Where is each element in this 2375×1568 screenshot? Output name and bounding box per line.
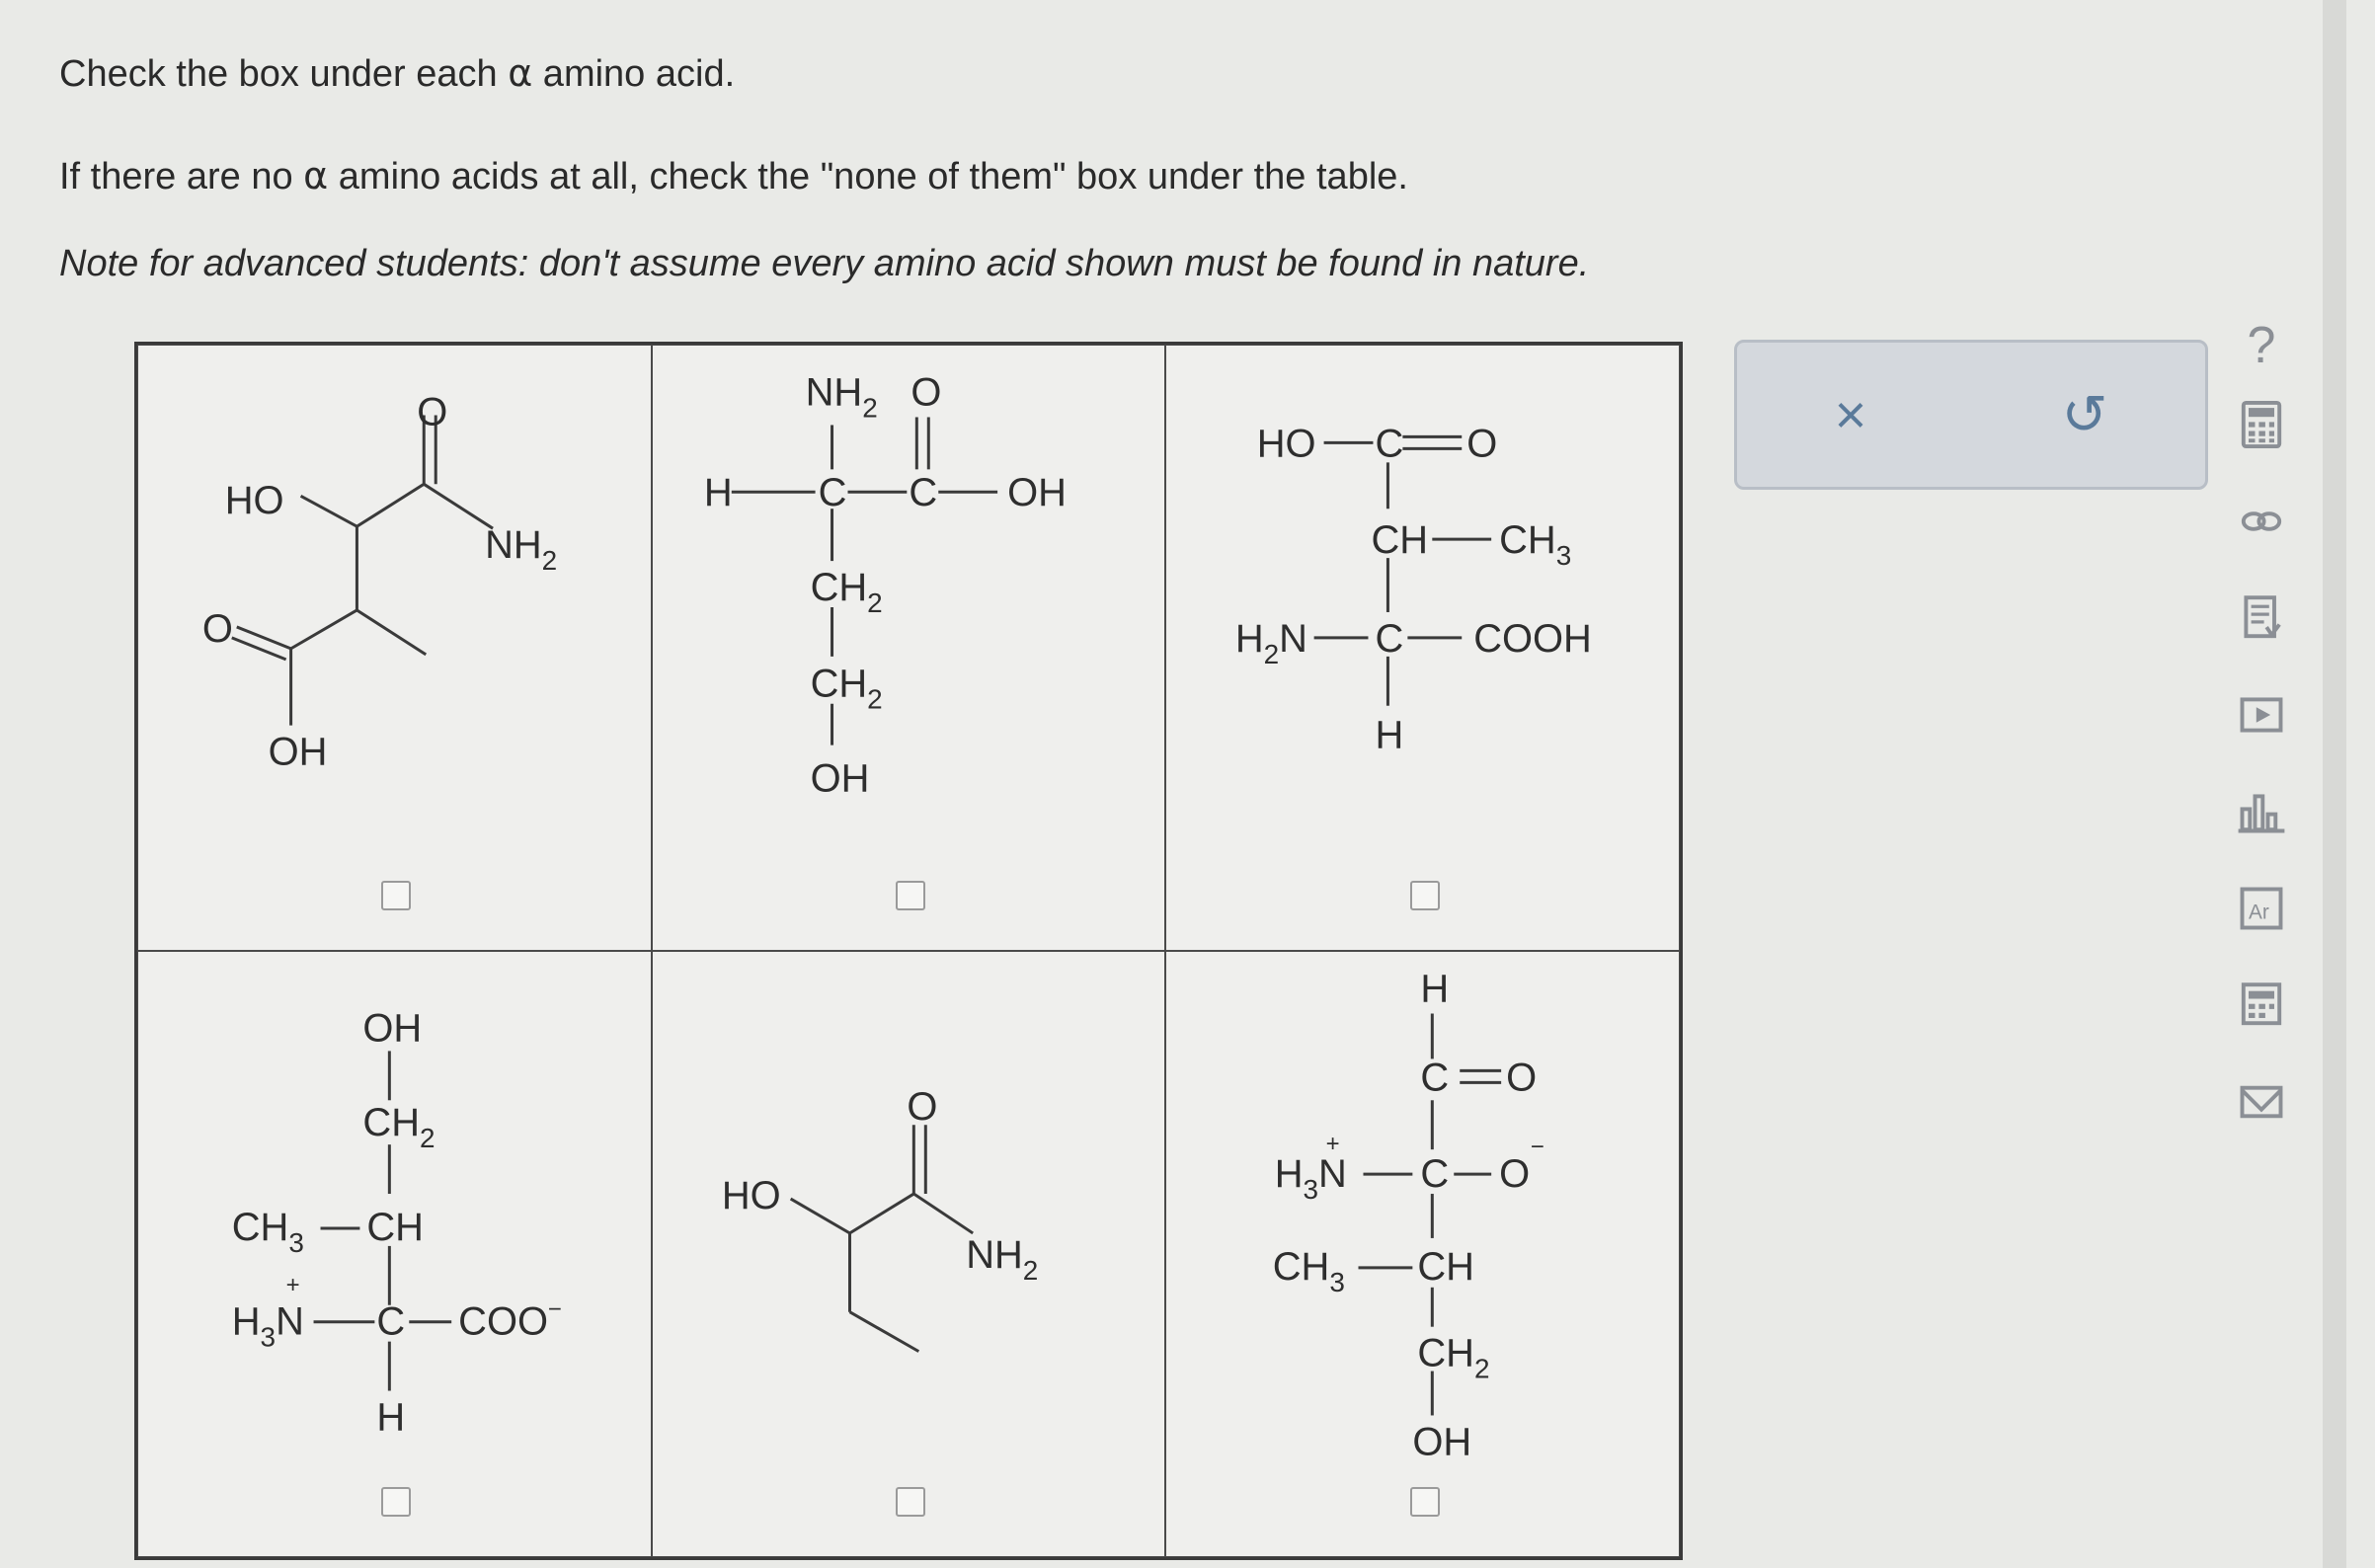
- subscript: 2: [541, 545, 558, 577]
- molecule-cell-1: [137, 345, 652, 951]
- atom-label: O: [1466, 422, 1498, 466]
- atom-label: C: [818, 471, 847, 515]
- bond: [291, 610, 357, 649]
- atom-label: [1499, 518, 1571, 571]
- atom-label: [1418, 1332, 1490, 1384]
- atom-label: [1275, 1152, 1347, 1205]
- atom-label: CH: [362, 1101, 421, 1145]
- atom-label: CH: [810, 662, 867, 706]
- periodic-label: Ar: [2249, 901, 2269, 924]
- video-icon[interactable]: [2234, 687, 2289, 743]
- subscript: 2: [420, 1123, 435, 1154]
- calculator-icon[interactable]: [2234, 397, 2289, 452]
- atom-label: H: [376, 1395, 406, 1440]
- atom-label: [966, 1233, 1038, 1286]
- help-button[interactable]: ?: [2247, 317, 2276, 374]
- instruction-1-before: Check the box under each: [59, 53, 509, 95]
- charge-label: −: [1531, 1134, 1545, 1161]
- molecule-2-structure: [653, 346, 1165, 859]
- atom-label: [232, 1206, 304, 1258]
- atom-label: COO: [458, 1299, 549, 1344]
- atom-label: HO: [721, 1174, 781, 1217]
- atom-label: CH: [1499, 518, 1557, 563]
- subscript: 2: [861, 392, 878, 424]
- atom-label: [1273, 1245, 1345, 1297]
- molecule-3-checkbox[interactable]: [1410, 881, 1440, 910]
- undo-button[interactable]: ↺: [2061, 383, 2108, 445]
- atom-label: OH: [362, 1006, 423, 1051]
- molecule-6-structure: [1166, 952, 1679, 1465]
- charge-label: −: [548, 1295, 562, 1323]
- instruction-2-before: If there are no: [59, 156, 304, 197]
- alpha-symbol: α: [508, 51, 533, 95]
- atom-label: [810, 566, 882, 618]
- atom-label: OH: [1412, 1420, 1472, 1464]
- bond: [790, 1194, 973, 1233]
- atom-label: H: [1275, 1152, 1304, 1197]
- charge-label: +: [285, 1271, 300, 1298]
- molecule-5-structure: [653, 952, 1165, 1465]
- bond: [237, 627, 291, 649]
- atom-label: [362, 1101, 435, 1153]
- bond: [301, 415, 425, 526]
- atom-label: NH: [805, 370, 862, 415]
- atom-label: CH: [1417, 1244, 1475, 1289]
- subscript: 2: [1474, 1353, 1490, 1384]
- bond: [356, 610, 426, 655]
- subscript: 2: [866, 683, 883, 715]
- atom-label: CH: [810, 566, 867, 610]
- subscript: 3: [288, 1226, 304, 1258]
- subscript: 2: [1022, 1254, 1038, 1286]
- atom-label: C: [1420, 1152, 1450, 1197]
- instruction-line-2: [59, 154, 1408, 198]
- answer-action-bar: [1734, 340, 2208, 490]
- atom-label: COOH: [1473, 616, 1593, 661]
- atom-label: CH: [1273, 1244, 1330, 1289]
- atom-label: [805, 371, 877, 424]
- atom-label: H: [1235, 616, 1264, 661]
- atom-label: CH: [366, 1205, 424, 1249]
- atom-label: O: [906, 1085, 938, 1130]
- subscript: 3: [1556, 540, 1572, 572]
- atom-label: CH: [1417, 1331, 1475, 1375]
- bond: [849, 1312, 918, 1352]
- subscript: 2: [1263, 638, 1280, 669]
- scrollbar[interactable]: [2323, 0, 2346, 1568]
- atom-label: HO: [1257, 422, 1316, 466]
- atom-label: C: [1375, 422, 1404, 466]
- atom-label: CH: [231, 1205, 289, 1249]
- subscript: 3: [1329, 1266, 1346, 1297]
- molecule-1-structure: [138, 346, 651, 859]
- subscript: 3: [260, 1321, 277, 1353]
- atom-label: N: [1318, 1152, 1348, 1197]
- atom-label: NH: [485, 523, 542, 568]
- subscript: 3: [1303, 1174, 1319, 1206]
- atom-label: H: [703, 471, 733, 515]
- atom-label: OH: [1006, 471, 1067, 515]
- molecule-1-checkbox[interactable]: [381, 881, 411, 910]
- atom-label: C: [376, 1299, 406, 1344]
- instruction-1-after: amino acid.: [532, 53, 736, 95]
- instruction-2-after: amino acids at all, check the "none of them" box under the table.: [328, 156, 1408, 197]
- atom-label: H: [1420, 967, 1450, 1011]
- molecule-cell-5: [652, 951, 1166, 1557]
- instruction-line-1: [59, 51, 735, 96]
- tool-sidebar: [2202, 317, 2321, 1130]
- atom-label: O: [417, 390, 448, 434]
- advanced-note: Note for advanced students: don't assume every amino acid shown must be found in nature.: [59, 243, 1590, 284]
- molecule-5-checkbox[interactable]: [896, 1487, 925, 1517]
- link-icon[interactable]: [2234, 494, 2289, 549]
- atom-label: O: [910, 370, 942, 415]
- alpha-symbol: α: [303, 154, 329, 197]
- document-icon[interactable]: [2234, 590, 2289, 646]
- molecule-cell-6: [1165, 951, 1680, 1557]
- charge-label: +: [1325, 1131, 1340, 1158]
- atom-label: H: [231, 1299, 261, 1344]
- atom-label: N: [276, 1299, 304, 1344]
- atom-label: OH: [810, 756, 870, 801]
- chart-icon[interactable]: [2234, 784, 2289, 839]
- atom-label: [810, 663, 882, 715]
- bond: [424, 484, 493, 528]
- atom-label: O: [1499, 1152, 1531, 1197]
- molecule-6-checkbox[interactable]: [1410, 1487, 1440, 1517]
- molecule-2-checkbox[interactable]: [896, 881, 925, 910]
- molecule-4-checkbox[interactable]: [381, 1487, 411, 1517]
- molecule-3-structure: [1166, 346, 1679, 859]
- bond: [232, 638, 286, 660]
- atom-label: H: [1375, 713, 1404, 757]
- atom-label: HO: [224, 479, 284, 523]
- atom-label: [458, 1296, 562, 1344]
- atom-label: O: [1506, 1056, 1538, 1100]
- atom-label: CH: [1371, 518, 1429, 563]
- atom-label: N: [1279, 616, 1308, 661]
- atom-label: [232, 1300, 304, 1353]
- mail-icon[interactable]: [2234, 1074, 2289, 1130]
- atom-label: NH: [965, 1232, 1023, 1277]
- atom-label: [485, 523, 557, 576]
- atom-label: C: [1375, 616, 1404, 661]
- periodic-table-icon[interactable]: [2234, 881, 2289, 936]
- atom-label: O: [201, 606, 233, 651]
- atom-label: C: [1420, 1056, 1450, 1100]
- reference-icon[interactable]: [2234, 978, 2289, 1033]
- atom-label: [1235, 617, 1307, 669]
- molecule-cell-4: [137, 951, 652, 1557]
- atom-label: OH: [268, 730, 328, 774]
- molecule-table: [134, 342, 1683, 1560]
- subscript: 2: [866, 587, 883, 618]
- molecule-cell-2: [652, 345, 1166, 951]
- molecule-4-structure: [138, 952, 651, 1465]
- atom-label: C: [908, 471, 937, 515]
- molecule-cell-3: [1165, 345, 1680, 951]
- clear-button[interactable]: ×: [1834, 383, 1867, 445]
